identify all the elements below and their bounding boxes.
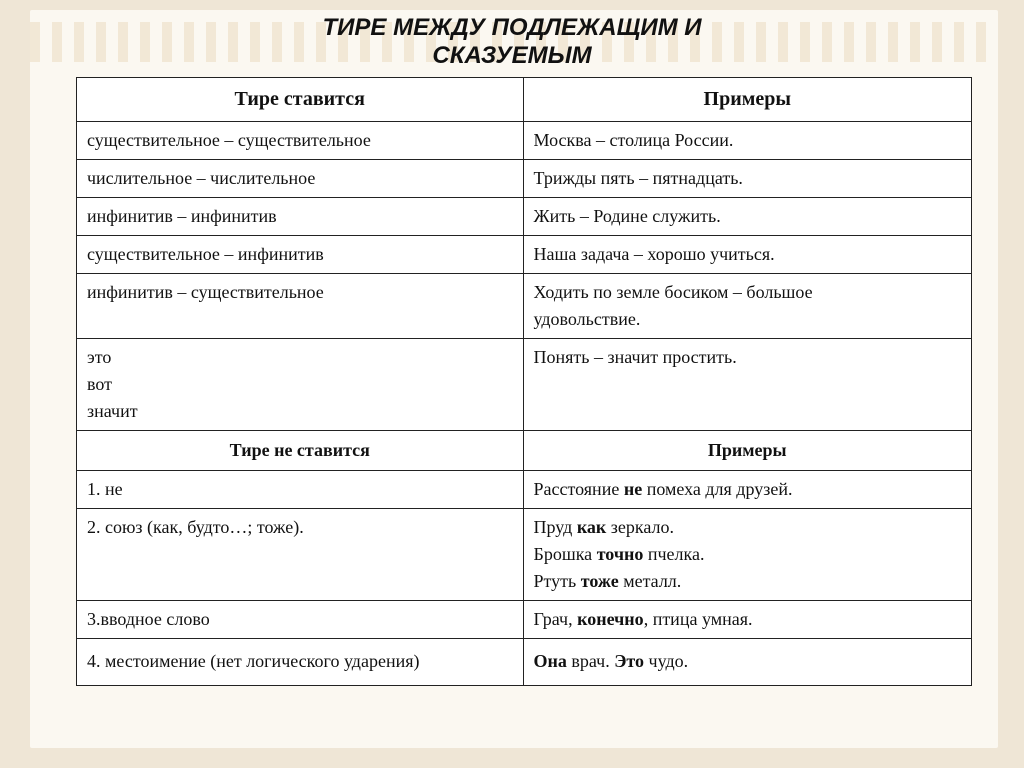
table-row: [77, 471, 972, 509]
rule-cell: 2. союз (как, будто…; тоже).: [77, 509, 524, 601]
table-row: [77, 198, 972, 236]
example-text: Расстояние: [533, 479, 624, 499]
table-row: [77, 509, 972, 601]
example-line: [534, 541, 961, 568]
example-line: [534, 606, 961, 633]
example-cell: Понять – значит простить.: [523, 339, 971, 431]
emphasis-word: как: [576, 517, 607, 537]
table-header-row: [77, 78, 972, 122]
emphasis-word: точно: [596, 544, 644, 564]
emphasis-word: Она: [533, 651, 567, 671]
emphasis-word: тоже: [580, 571, 619, 591]
header-no-dash: Тире не ставится: [77, 431, 524, 471]
table-row: [77, 160, 972, 198]
dash-rules-table: [76, 77, 972, 686]
example-cell: [523, 639, 971, 686]
example-text: Брошка: [533, 544, 597, 564]
rule-cell: существительное – существительное: [77, 122, 524, 160]
rule-cell: инфинитив – инфинитив: [77, 198, 524, 236]
rule-cell: инфинитив – существительное: [77, 274, 524, 339]
example-line: [534, 476, 961, 503]
title-line-2: СКАЗУЕМЫМ: [432, 42, 592, 69]
example-cell: [523, 274, 971, 339]
example-text: , птица умная.: [643, 609, 753, 629]
particle-znachit: значит: [87, 401, 138, 421]
emphasis-word: не: [623, 479, 643, 499]
page-title: [212, 14, 812, 70]
particle-eto: это: [87, 347, 112, 367]
rule-cell: существительное – инфинитив: [77, 236, 524, 274]
header-examples: Примеры: [523, 78, 971, 122]
example-text: помеха для друзей.: [642, 479, 793, 499]
example-line: [534, 514, 961, 541]
example-text: зеркало.: [606, 517, 674, 537]
example-cell: [523, 601, 971, 639]
example-cell: Наша задача – хорошо учиться.: [523, 236, 971, 274]
table-subheader-row: [77, 431, 972, 471]
example-line: удовольствие.: [533, 309, 641, 329]
example-line: Ходить по земле босиком – большое: [533, 282, 813, 302]
emphasis-word: Это: [614, 651, 645, 671]
example-cell: Москва – столица России.: [523, 122, 971, 160]
rule-cell: 1. не: [77, 471, 524, 509]
particle-vot: вот: [87, 374, 113, 394]
rule-cell: 3.вводное слово: [77, 601, 524, 639]
example-line: [534, 568, 961, 595]
header-examples-2: Примеры: [523, 431, 971, 471]
example-text: металл.: [618, 571, 682, 591]
table-row: [77, 236, 972, 274]
example-cell: Жить – Родине служить.: [523, 198, 971, 236]
example-text: пчелка.: [643, 544, 705, 564]
emphasis-word: конечно: [577, 609, 644, 629]
example-text: Пруд: [533, 517, 577, 537]
table-row: [77, 639, 972, 686]
example-text: Грач,: [533, 609, 578, 629]
example-text: врач.: [566, 651, 615, 671]
rule-cell: 4. местоимение (нет логического ударения): [77, 639, 524, 686]
example-text: Ртуть: [533, 571, 581, 591]
example-cell: [523, 509, 971, 601]
table-row: [77, 122, 972, 160]
title-line-1: ТИРЕ МЕЖДУ ПОДЛЕЖАЩИМ И: [322, 14, 702, 41]
table-row: [77, 601, 972, 639]
example-cell: Трижды пять – пятнадцать.: [523, 160, 971, 198]
example-line: [534, 648, 961, 675]
example-cell: [523, 471, 971, 509]
table-row: [77, 339, 972, 431]
header-rule: Тире ставится: [77, 78, 524, 122]
rule-cell: числительное – числительное: [77, 160, 524, 198]
particles-cell: [77, 339, 524, 431]
table-row: [77, 274, 972, 339]
example-text: чудо.: [644, 651, 689, 671]
